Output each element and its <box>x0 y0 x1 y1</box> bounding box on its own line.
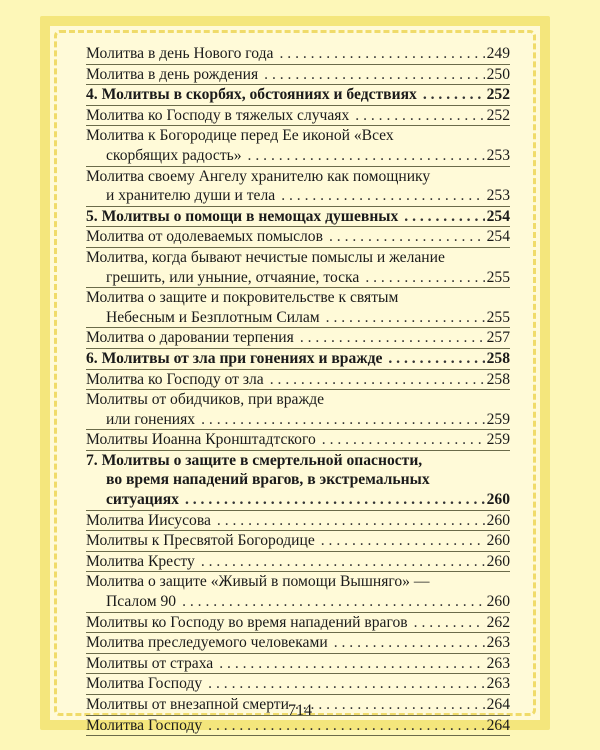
dot-leader <box>355 106 484 126</box>
toc-entry-title: Молитва Иисусова <box>86 511 211 529</box>
toc-entry <box>86 126 510 165</box>
toc-entry-title: Молитва ко Господу в тяжелых случаях <box>86 106 350 124</box>
toc-entry-title: скорбящих радость» <box>106 146 242 164</box>
toc-entry-page: 249 <box>486 45 510 62</box>
toc-entry <box>86 288 510 327</box>
toc-entry-title: Молитвы ко Господу во время нападений врагов <box>86 613 408 631</box>
toc-entry <box>86 167 510 206</box>
toc-entry-page: 264 <box>486 696 510 713</box>
dot-leader <box>248 146 485 166</box>
dot-leader <box>270 370 485 390</box>
toc-entry-title: Молитва Господу <box>86 716 203 734</box>
toc-entry-title: Молитва, когда бывают нечистые помыслы и желание <box>86 248 445 266</box>
toc-entry <box>86 328 510 348</box>
dot-leader <box>219 654 484 674</box>
toc-entry-title: Молитва в день рождения <box>86 65 259 83</box>
toc-entry <box>86 654 510 674</box>
dot-leader <box>321 531 485 551</box>
dot-leader <box>281 186 484 206</box>
toc-entry-page: 255 <box>486 268 510 286</box>
toc-section-heading <box>86 207 510 227</box>
toc-entry <box>86 370 510 390</box>
divider <box>86 735 510 736</box>
toc-entry-page: 260 <box>486 491 510 509</box>
dot-leader <box>279 44 484 64</box>
toc-section-heading <box>86 85 510 105</box>
toc-entry-title: или гонениях <box>106 410 196 428</box>
toc-entry <box>86 44 510 64</box>
toc-entry <box>86 613 510 633</box>
table-of-contents <box>86 44 510 736</box>
page-number: 714 <box>288 702 312 719</box>
toc-section-heading <box>86 451 510 510</box>
toc-entry <box>86 552 510 572</box>
dot-leader <box>414 613 485 633</box>
toc-entry-title: и хранителю души и тела <box>106 187 276 205</box>
toc-entry-page: 252 <box>486 86 510 104</box>
dot-leader <box>217 511 485 531</box>
dot-leader <box>329 227 485 247</box>
toc-entry <box>86 633 510 653</box>
dot-leader <box>404 207 484 227</box>
dot-leader <box>185 490 485 510</box>
dot-leader <box>300 328 485 348</box>
toc-entry-title: Псалом 90 <box>106 593 177 611</box>
toc-entry-page: 253 <box>486 187 510 205</box>
toc-entry-title: ситуациях <box>106 491 179 509</box>
toc-entry <box>86 674 510 694</box>
toc-entry-page: 260 <box>486 532 510 550</box>
toc-entry-page: 260 <box>486 511 510 529</box>
toc-entry-title: Молитва о даровании терпения <box>86 329 294 347</box>
toc-entry-title: 7. Молитвы о защите в смертельной опасности, <box>86 451 423 469</box>
toc-entry-title: Молитвы от страха <box>86 654 214 672</box>
dot-leader <box>326 308 485 328</box>
toc-entry-title: Молитва Кресту <box>86 552 195 570</box>
toc-entry-title: грешить, или уныние, отчаяние, тоска <box>106 268 360 286</box>
toc-entry-title: 6. Молитвы от зла при гонениях и вражде <box>86 349 383 367</box>
toc-entry-page: 254 <box>486 207 510 225</box>
toc-entry-page: 253 <box>486 146 510 164</box>
dot-leader <box>264 65 484 85</box>
toc-entry-title: Молитвы от внезапной смерти <box>86 696 289 713</box>
toc-entry-title: Молитва о защите и покровительстве к святым <box>86 289 399 307</box>
toc-entry-title: Молитва о защите «Живый в помощи Вышняго» — <box>86 573 430 591</box>
toc-entry <box>86 65 510 85</box>
toc-entry-page: 263 <box>486 675 510 693</box>
toc-entry-title: Молитвы от обидчиков, при вражде <box>86 391 325 409</box>
toc-entry-page: 254 <box>486 228 510 246</box>
toc-entry-page: 259 <box>486 410 510 428</box>
toc-entry-page: 258 <box>486 349 510 367</box>
toc-entry-page: 260 <box>486 552 510 570</box>
toc-entry-title: Молитва своему Ангелу хранителю как помощнику <box>86 167 431 185</box>
toc-entry-title: Молитва к Богородице перед Ее иконой «Всех <box>86 127 394 145</box>
toc-entry-title: 5. Молитвы о помощи в немощах душевных <box>86 207 399 225</box>
toc-entry <box>86 106 510 126</box>
toc-entry-page: 255 <box>486 308 510 326</box>
toc-entry-title: 4. Молитвы в скорбях, обстояниях и бедствиях <box>86 86 417 104</box>
toc-entry-title: во время нападений врагов, в экстремальных <box>106 471 430 489</box>
toc-entry-page: 264 <box>486 716 510 734</box>
dot-leader <box>334 633 485 653</box>
dot-leader <box>208 674 484 694</box>
dot-leader <box>322 430 485 450</box>
toc-entry-title: Молитвы к Пресвятой Богородице <box>86 532 315 550</box>
dot-leader <box>182 592 485 612</box>
dot-leader <box>201 552 485 572</box>
toc-entry-page: 259 <box>486 431 510 449</box>
toc-entry <box>86 430 510 450</box>
toc-entry-page: 263 <box>486 634 510 652</box>
toc-entry-title: Молитва преследуемого человеками <box>86 634 328 652</box>
toc-entry-title: Молитвы Иоанна Кронштадтского <box>86 431 316 449</box>
dot-leader <box>201 410 485 430</box>
toc-entry <box>86 531 510 551</box>
toc-entry-page: 257 <box>486 329 510 347</box>
toc-entry-page: 260 <box>486 593 510 611</box>
toc-entry-title: Молитва в день Нового года <box>86 45 274 62</box>
toc-entry-page: 263 <box>486 654 510 672</box>
toc-entry <box>86 248 510 287</box>
dot-leader <box>423 85 485 105</box>
dot-leader <box>365 268 484 288</box>
toc-entry <box>86 390 510 429</box>
toc-entry-title: Небесным и Безплотным Силам <box>106 308 320 326</box>
toc-entry <box>86 227 510 247</box>
toc-entry <box>86 572 510 611</box>
toc-entry-title: Молитва Господу <box>86 675 203 693</box>
toc-entry-page: 262 <box>486 613 510 631</box>
toc-entry-title: Молитва ко Господу от зла <box>86 370 264 388</box>
dot-leader <box>388 349 484 369</box>
toc-entry-page: 250 <box>486 65 510 83</box>
toc-entry-title: Молитва от одолеваемых помыслов <box>86 228 323 246</box>
toc-entry <box>86 511 510 531</box>
toc-entry-page: 252 <box>486 106 510 124</box>
toc-entry-page: 258 <box>486 370 510 388</box>
toc-section-heading <box>86 349 510 369</box>
